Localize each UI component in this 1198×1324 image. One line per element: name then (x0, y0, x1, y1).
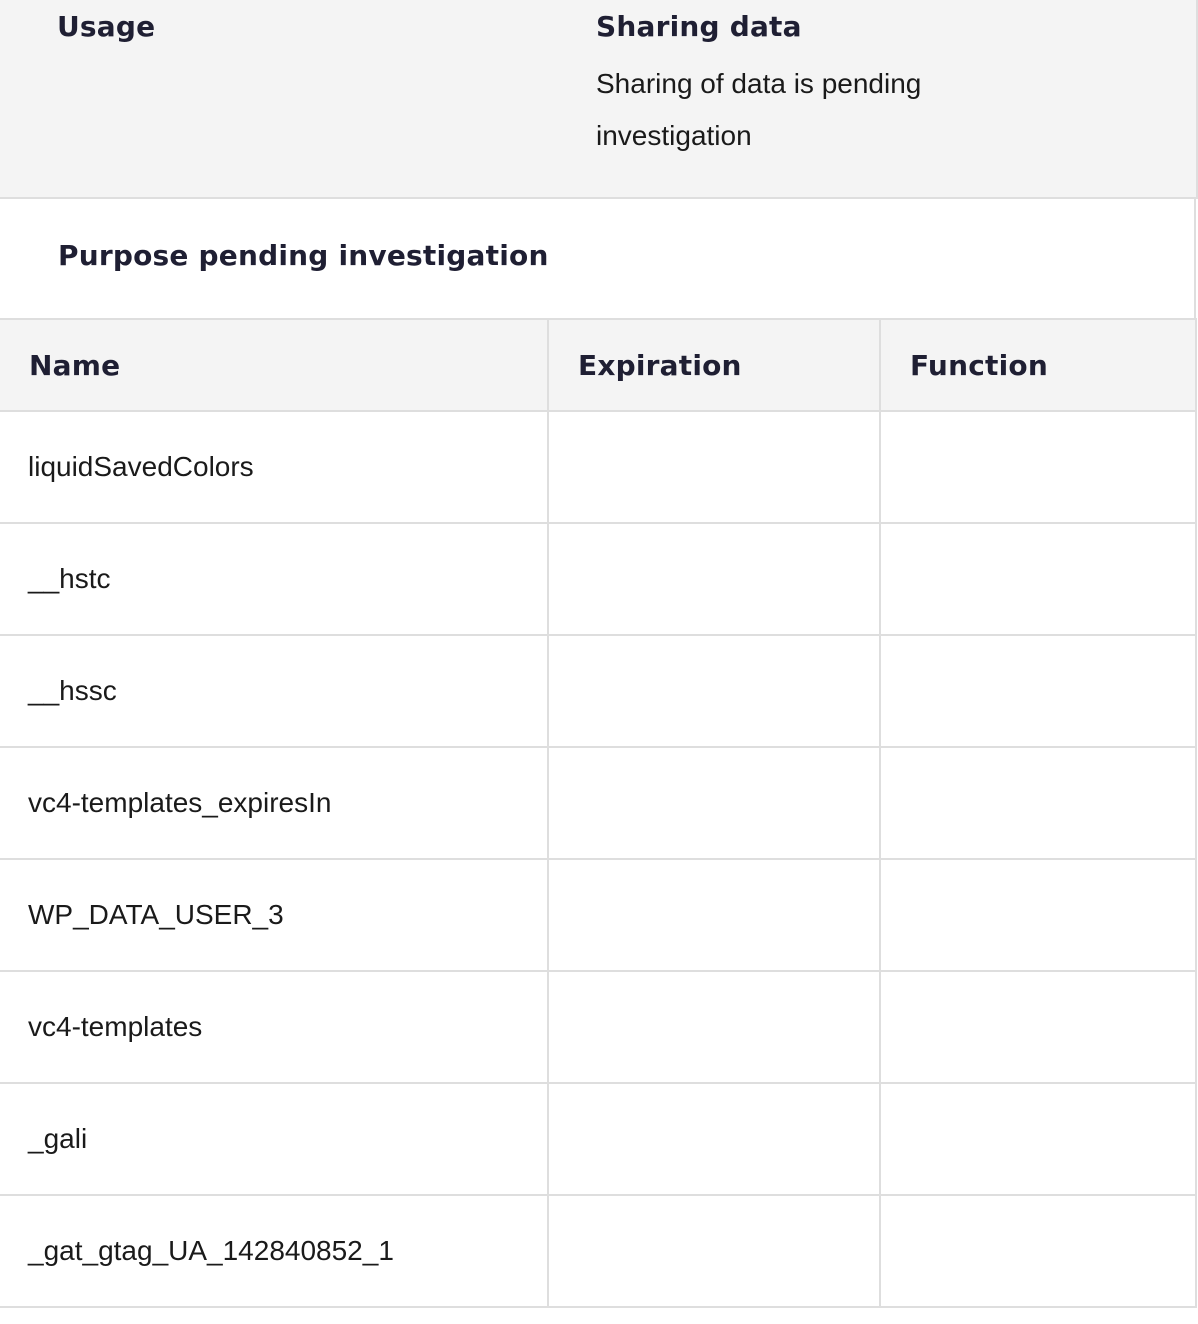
sharing-data-heading: Sharing data (596, 10, 802, 43)
usage-panel (0, 0, 1198, 199)
column-header-function: Function (880, 319, 1196, 411)
cookie-function-cell (880, 635, 1196, 747)
cookie-table (0, 318, 1197, 1308)
table-header-row (0, 319, 1196, 411)
table-row (0, 523, 1196, 635)
column-header-name: Name (0, 319, 548, 411)
cookie-expiration-cell (548, 859, 880, 971)
column-header-expiration: Expiration (548, 319, 880, 411)
cookie-name-cell: WP_DATA_USER_3 (0, 859, 548, 971)
cookie-expiration-cell (548, 411, 880, 523)
cookie-expiration-cell (548, 1083, 880, 1195)
cookie-name-cell: _gali (0, 1083, 548, 1195)
table-row (0, 971, 1196, 1083)
cookie-function-cell (880, 747, 1196, 859)
cookie-expiration-cell (548, 635, 880, 747)
cookie-function-cell (880, 859, 1196, 971)
table-row (0, 1195, 1196, 1307)
cookie-name-cell: vc4-templates_expiresIn (0, 747, 548, 859)
table-row (0, 411, 1196, 523)
cookie-name-cell: vc4-templates (0, 971, 548, 1083)
cookie-function-cell (880, 411, 1196, 523)
table-row (0, 747, 1196, 859)
purpose-section (0, 199, 1196, 318)
usage-heading: Usage (57, 10, 156, 43)
cookie-function-cell (880, 1083, 1196, 1195)
table-row (0, 635, 1196, 747)
cookie-name-cell: _gat_gtag_UA_142840852_1 (0, 1195, 548, 1307)
cookie-name-cell: liquidSavedColors (0, 411, 548, 523)
sharing-data-text: Sharing of data is pending investigation (596, 68, 922, 151)
cookie-name-cell: __hssc (0, 635, 548, 747)
table-row (0, 859, 1196, 971)
cookie-expiration-cell (548, 747, 880, 859)
cookie-expiration-cell (548, 1195, 880, 1307)
cookie-function-cell (880, 1195, 1196, 1307)
cookie-name-cell: __hstc (0, 523, 548, 635)
table-row (0, 1083, 1196, 1195)
cookie-function-cell (880, 523, 1196, 635)
cookie-function-cell (880, 971, 1196, 1083)
purpose-heading: Purpose pending investigation (58, 239, 549, 272)
cookie-expiration-cell (548, 523, 880, 635)
cookie-expiration-cell (548, 971, 880, 1083)
